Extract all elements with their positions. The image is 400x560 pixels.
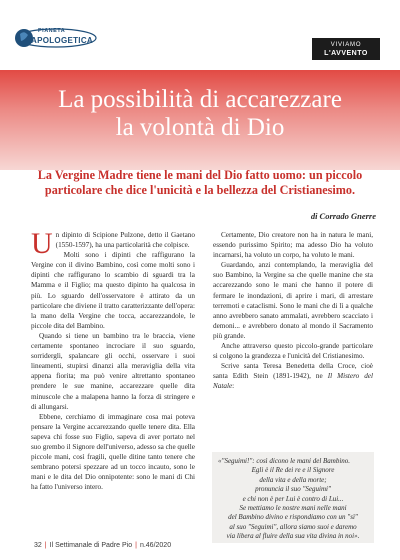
paragraph-text: Scrive santa Teresa Benedetta della Croce, cioè santa Edith Stein (1891-1942), ne — [213, 362, 373, 381]
page-footer — [34, 542, 171, 549]
logo-small-text: PIANETA — [38, 28, 66, 34]
right-column — [213, 230, 373, 392]
article-subtitle-line2: particolare che dice l'unicità e la bellezza del Cristianesimo. — [44, 183, 356, 197]
quote-line: al suo "Seguimi", allora siamo suoi e daremo — [229, 522, 357, 531]
paragraph-text: n dipinto di Scipione Pulzone, detto il Gaetano (1550-1597), ha una particolarità che colpisce. — [55, 231, 195, 250]
quote-line: pronuncia il suo "Seguimi" — [255, 485, 331, 494]
quote-line: della vita e della morte; — [259, 475, 327, 484]
article-subtitle — [30, 168, 370, 198]
quote-line: Se mettiamo le nostre mani nelle mani — [239, 504, 347, 513]
paragraph — [31, 227, 195, 260]
quote-line: «"Seguimi!": così dicono le mani del Bambino. — [218, 457, 351, 465]
left-column — [31, 227, 195, 492]
article-subtitle-line1: La Vergine Madre tiene le mani del Dio fatto uomo: un piccolo — [37, 168, 363, 182]
paragraph — [213, 361, 373, 391]
paragraph: Molti sono i dipinti che raffigurano la Vergine con il divino Bambino, così come molti sono i dipinti che raffigurano lo scambio di sguardi tra la Mamma e il Figlio; ma questo dipinto ha qualcosa in più. Lo sguardo dell'osservatore è attirato da un particolare che diviene il tratto caratterizzante dell'opera: la mano della Vergine che tocca, accarezzandole, le piccole dita del Bambino. — [31, 251, 195, 330]
drop-cap: U — [31, 227, 53, 260]
paragraph: Certamente, Dio creatore non ha in natura le mani, essendo purissimo Spirito; ma adesso Dio ha voluto incarnarsi, ha voluto un corpo, ha voluto le mani. — [213, 231, 373, 260]
quote-box — [212, 452, 374, 543]
article-title-line1: La possibilità di accarezzare — [58, 86, 342, 113]
article-title-line2: la volontà di Dio — [115, 114, 285, 141]
quote-line: e chi non è per Lui è contro di Lui... — [242, 494, 344, 503]
footer-separator: | — [44, 542, 47, 549]
paragraph: Quando si tiene un bambino tra le braccia, viene certamente spontaneo incrociare il suo sguardo, sorridergli, spalancare gli occhi, osservare i suoi lineamenti, stupirsi dinanzi alla meraviglia della vita appena fiorita; ma può venire altrettanto spontaneo prendere le sue manine, accarezzare quelle dita minuscole che a malapena hanno la forza di stringere e di allungarsi. — [31, 331, 195, 411]
paragraph-text-end: : — [232, 382, 235, 391]
section-tag-line1: VIVIAMO — [330, 42, 362, 48]
author-byline: di Corrado Gnerre — [310, 211, 376, 221]
paragraph: Guardando, anzi contemplando, la meraviglia del suo Bambino, la Vergine sa che quelle manine che sta accarezzando sono le mani che hanno il potere di fermare le inondazioni, di aprire i mari, di arrestare terremoti e cataclismi. Sono le mani che di lì a qualche anno avrebbero sanato ammalati, avrebbero scacciato i demoni... e avrebbero donato al mondo il Sacramento più grande. — [213, 261, 373, 340]
book-title: Il Mistero del Natale — [213, 372, 373, 391]
magazine-name: Il Settimanale di Padre Pio — [49, 542, 133, 549]
section-tag — [312, 38, 380, 60]
section-logo — [12, 26, 104, 66]
footer-separator: | — [135, 542, 137, 549]
issue-number: n.46/2020 — [139, 542, 172, 549]
logo-main-text: APOLOGETICA — [31, 36, 93, 45]
article-title — [0, 86, 400, 142]
quote-line: Egli è il Re dei re e il Signore — [251, 466, 335, 475]
quote-line: del Bambino divino e rispondiamo con un "sì" — [228, 513, 358, 522]
paragraph: Anche attraverso questo piccolo-grande particolare si colgono la grandezza e l'unicità del Cristianesimo. — [213, 342, 373, 361]
quote-line: via libera al fluire della sua vita divina in noi». — [226, 532, 360, 541]
page-number: 32 — [34, 542, 42, 549]
section-tag-line2: L'AVVENTO — [324, 50, 368, 57]
paragraph: Ebbene, cerchiamo di immaginare cosa mai poteva pensare la Vergine accarezzando quelle tenere dita. Ella sapeva chi fosse suo Figlio, sapeva di aver portato nel suo grembo il Signore dell'universo, adesso sa che quelle piccole mani, così fragili, quelle ditine tanto tenere che sembrano potersi spezzare ad un tocco incauto, sono le mani e le dita del Dio onnipotente: sono le mani di Chi ha fatto l'universo intero. — [31, 412, 195, 492]
